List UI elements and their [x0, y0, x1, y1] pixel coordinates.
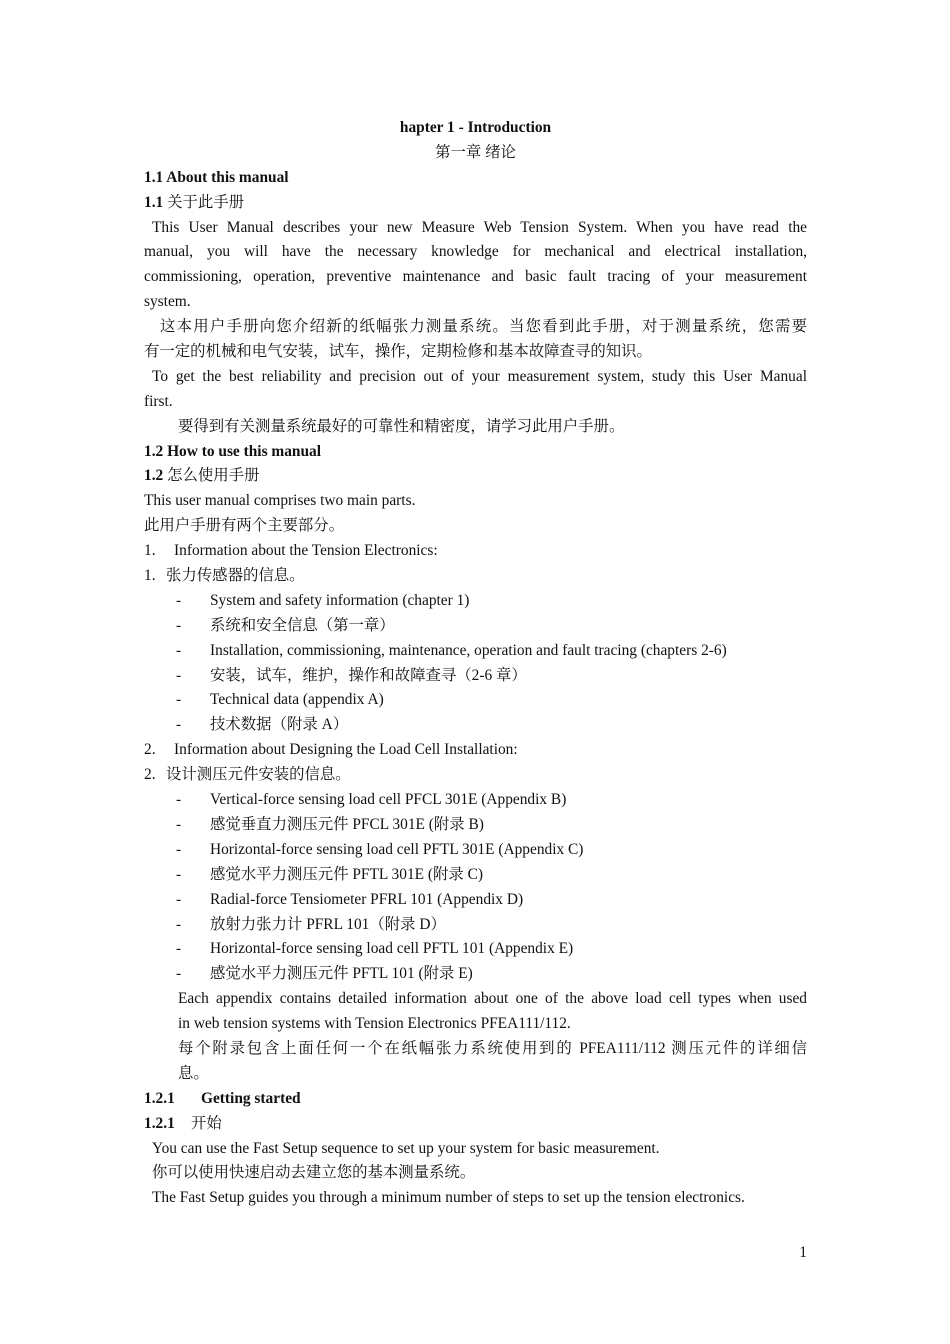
list-item [144, 913, 807, 938]
list-item-text: System and safety information (chapter 1) [210, 591, 470, 609]
section-number: 1.2 [144, 467, 164, 485]
dash-bullet: - [176, 616, 182, 634]
paragraph-line: This user manual comprises two main parts. [144, 492, 416, 510]
paragraph-line: You can use the Fast Setup sequence to set up your system for basic measurement. [152, 1139, 660, 1157]
paragraph-line: system. [144, 293, 191, 311]
list-item [144, 962, 807, 987]
paragraph-line: This User Manual describes your new Measure Web Tension System. When you have read the [152, 218, 807, 236]
section-title-cn: 关于此手册 [163, 193, 245, 211]
section-heading-1-2-1-cn [144, 1112, 807, 1137]
list-item [144, 813, 807, 838]
item-number: 1. [144, 567, 156, 585]
list-item-text: Technical data (appendix A) [210, 691, 384, 709]
list-item-text: 放射力张力计 PFRL 101（附录 D） [210, 915, 446, 933]
dash-bullet: - [176, 865, 182, 883]
dash-bullet: - [176, 591, 182, 609]
section-heading-1-1: 1.1 About this manual [144, 168, 289, 186]
section-heading-1-2: 1.2 How to use this manual [144, 442, 322, 460]
chapter-title: hapter 1 - Introduction [399, 119, 552, 136]
list-item-text: 系统和安全信息（第一章） [210, 616, 395, 634]
dash-bullet: - [176, 890, 182, 908]
section-number: 1.2.1 [144, 1089, 175, 1107]
numbered-item-cn [144, 763, 807, 788]
dash-bullet: - [176, 716, 182, 734]
chapter-title-cn: 第一章 绪论 [435, 143, 516, 161]
list-item-text: 感觉垂直力测压元件 PFCL 301E (附录 B) [210, 815, 484, 833]
section-number: 1.2.1 [144, 1114, 175, 1132]
dash-bullet: - [176, 840, 182, 858]
paragraph-line: Each appendix contains detailed information about one of the above load cell types when used [178, 990, 807, 1008]
paragraph-line-cn: 你可以使用快速启动去建立您的基本测量系统。 [152, 1164, 476, 1182]
list-item-text: Horizontal-force sensing load cell PFTL 101 (Appendix E) [210, 940, 574, 958]
list-item-text: Installation, commissioning, maintenance, operation and fault tracing (chapters 2-6) [210, 641, 727, 659]
list-item [144, 589, 807, 614]
list-item [144, 788, 807, 813]
list-item [144, 639, 807, 664]
dash-bullet: - [176, 691, 182, 709]
list-item-text: 安装，试车，维护，操作和故障查寻（2-6 章） [210, 666, 527, 684]
dash-bullet: - [176, 815, 182, 833]
page-number: 1 [799, 1244, 807, 1261]
section-heading-1-2-cn [144, 464, 807, 489]
paragraph-line-cn: 有一定的机械和电气安装，试车，操作，定期检修和基本故障查寻的知识。 [144, 343, 652, 361]
section-title: Getting started [201, 1089, 301, 1107]
list-item-text: Radial-force Tensiometer PFRL 101 (Appendix D) [210, 890, 524, 908]
item-text: Information about Designing the Load Cell Installation: [174, 741, 518, 759]
list-item-text: Horizontal-force sensing load cell PFTL 301E (Appendix C) [210, 840, 584, 858]
section-title-cn: 开始 [191, 1114, 222, 1132]
numbered-item-cn [144, 564, 807, 589]
paragraph-line: The Fast Setup guides you through a minimum number of steps to set up the tension electronics. [152, 1189, 745, 1207]
list-item [144, 838, 807, 863]
item-text: 张力传感器的信息。 [166, 567, 305, 585]
dash-bullet: - [176, 791, 182, 809]
item-number: 2. [144, 766, 156, 784]
dash-bullet: - [176, 915, 182, 933]
paragraph-line: manual, you will have the necessary knowledge for mechanical and electrical installation, [144, 243, 807, 261]
list-item-text: 感觉水平力测压元件 PFTL 301E (附录 C) [210, 865, 484, 883]
numbered-item [144, 738, 807, 763]
list-item-text: 技术数据（附录 A） [210, 716, 349, 734]
dash-bullet: - [176, 666, 182, 684]
list-item [144, 664, 807, 689]
dash-bullet: - [176, 940, 182, 958]
paragraph-line-cn: 每个附录包含上面任何一个在纸幅张力系统使用到的 PFEA111/112 测压元件的详细信 [178, 1039, 807, 1057]
paragraph-line-cn: 此用户手册有两个主要部分。 [144, 517, 345, 535]
paragraph-line-cn: 息。 [178, 1064, 209, 1082]
item-text: 设计测压元件安装的信息。 [166, 766, 351, 784]
section-title-cn: 怎么使用手册 [163, 467, 260, 485]
section-heading-1-1-cn [144, 191, 807, 216]
list-item [144, 937, 807, 962]
list-item [144, 713, 807, 738]
dash-bullet: - [176, 965, 182, 983]
item-number: 1. [144, 542, 156, 560]
list-item [144, 688, 807, 713]
paragraph-line-cn: 要得到有关测量系统最好的可靠性和精密度，请学习此用户手册。 [178, 417, 625, 435]
paragraph-line: commissioning, operation, preventive maintenance and basic fault tracing of your measurement [144, 268, 807, 286]
list-item [144, 888, 807, 913]
dash-bullet: - [176, 641, 182, 659]
numbered-item [144, 539, 807, 564]
paragraph-line: To get the best reliability and precision out of your measurement system, study this User Manual [152, 367, 807, 385]
item-text: Information about the Tension Electronics: [174, 542, 438, 560]
item-number: 2. [144, 741, 156, 759]
paragraph-line: in web tension systems with Tension Electronics PFEA111/112. [178, 1015, 571, 1033]
section-number: 1.1 [144, 193, 164, 211]
list-item [144, 614, 807, 639]
list-item [144, 863, 807, 888]
list-item-text: Vertical-force sensing load cell PFCL 301E (Appendix B) [210, 791, 567, 809]
section-heading-1-2-1 [144, 1087, 807, 1112]
paragraph-line-cn: 这本用户手册向您介绍新的纸幅张力测量系统。当您看到此手册，对于测量系统，您需要 [160, 318, 807, 336]
list-item-text: 感觉水平力测压元件 PFTL 101 (附录 E) [210, 965, 473, 983]
page-content [144, 116, 807, 1211]
paragraph-line: first. [144, 392, 173, 410]
